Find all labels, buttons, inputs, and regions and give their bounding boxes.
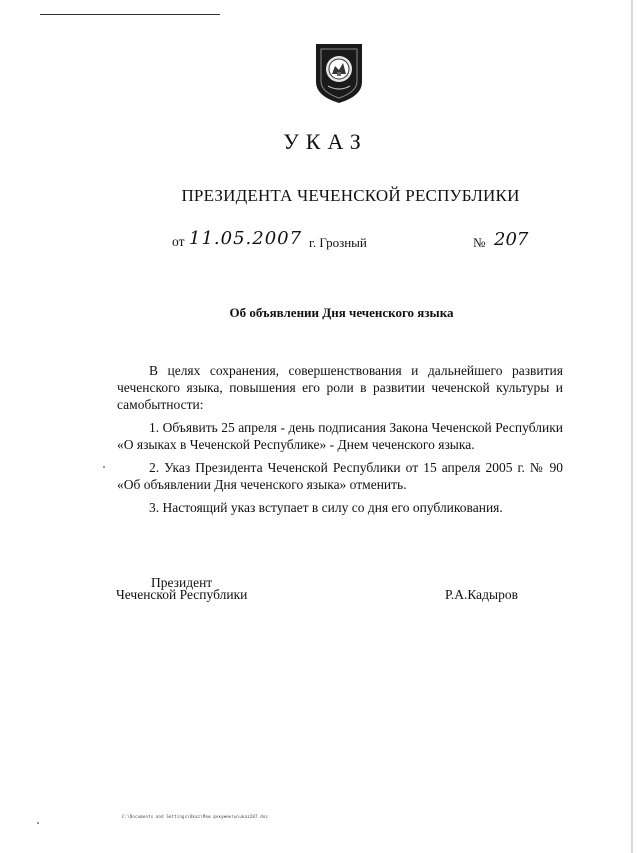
page-edge (631, 0, 633, 853)
document-body (117, 362, 563, 516)
date-prefix: от (172, 234, 185, 249)
item-2: 2. Указ Президента Чеченской Республики от 15 апреля 2005 г. № 90 «Об объявлении Дня чеченского языка» отменить. (117, 460, 563, 492)
item-3: 3. Настоящий указ вступает в силу со дня его опубликования. (149, 500, 503, 515)
document-heading: УКАЗ (283, 129, 368, 154)
preamble: В целях сохранения, совершенствования и дальнейшего развития чеченского языка, повышения его роли в развитии чеченской культуры и самобытности: (117, 363, 563, 412)
signature-title-line2: Чеченской Республики (116, 587, 248, 602)
item-1: 1. Объявить 25 апреля - день подписания Закона Чеченской Республики «О языках в Чеченской Республике» - Днем чеченского языка. (117, 420, 563, 452)
handwritten-number: 207 (494, 229, 529, 250)
signature-title-line1: Президент (151, 575, 213, 590)
date-line (0, 228, 637, 254)
handwritten-date: 11.05.2007 (189, 228, 303, 249)
document-subject: Об объявлении Дня чеченского языка (229, 305, 454, 320)
scan-speck (103, 466, 105, 468)
signatory-name: Р.А.Кадыров (445, 587, 518, 602)
city: г. Грозный (309, 235, 367, 250)
chechen-republic-coat-of-arms-icon (314, 42, 364, 104)
scan-speck (37, 822, 39, 824)
number-prefix: № (473, 235, 486, 250)
issuer-title: ПРЕЗИДЕНТА ЧЕЧЕНСКОЙ РЕСПУБЛИКИ (181, 186, 520, 205)
footer-file-path: C:\Documents and Settings\Ukaz\Мои документы\ukaz207.doc (122, 814, 269, 819)
top-rule (40, 14, 220, 15)
